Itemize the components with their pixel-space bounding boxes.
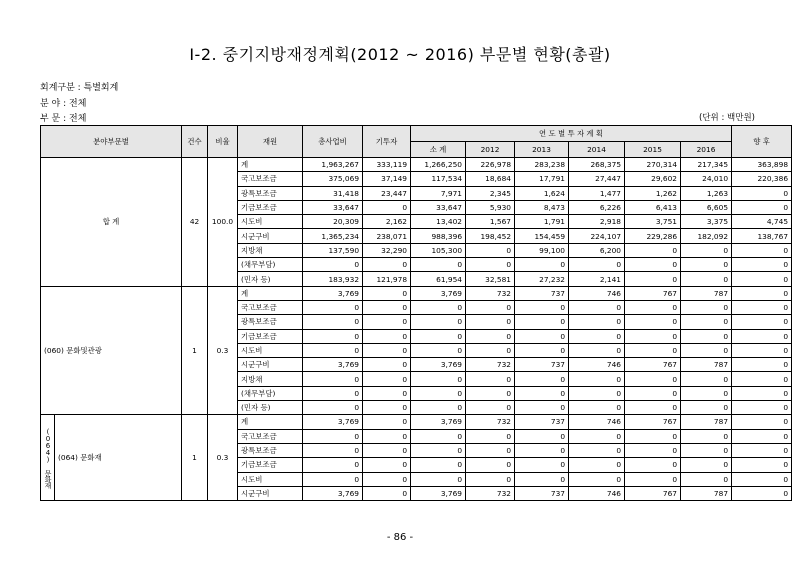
cell-sub: 3,769 — [411, 358, 466, 372]
cell-y2015: 0 — [625, 258, 681, 272]
cell-y2014: 0 — [569, 401, 625, 415]
cell-y2012: 732 — [466, 286, 515, 300]
cell-y2015: 0 — [625, 443, 681, 457]
cell-y2015: 6,413 — [625, 200, 681, 214]
fund-source: 광특보조금 — [238, 443, 303, 457]
fund-source: (채무부담) — [238, 258, 303, 272]
cell-y2014: 0 — [569, 472, 625, 486]
cell-y2016: 0 — [681, 429, 732, 443]
cell-y2012: 0 — [466, 472, 515, 486]
cell-y2014: 0 — [569, 386, 625, 400]
cell-y2013: 0 — [515, 401, 569, 415]
cell-later: 0 — [732, 200, 792, 214]
header-total-cost: 총사업비 — [303, 126, 363, 158]
account-type: 회계구분 : 특별회계 — [40, 83, 119, 93]
cell-y2016: 0 — [681, 315, 732, 329]
cell-y2014: 746 — [569, 486, 625, 500]
cell-y2015: 767 — [625, 486, 681, 500]
cell-y2014: 746 — [569, 286, 625, 300]
cell-y2013: 27,232 — [515, 272, 569, 286]
cell-y2013: 0 — [515, 329, 569, 343]
fund-source: 계 — [238, 158, 303, 172]
cell-y2015: 0 — [625, 472, 681, 486]
group-name: (060) 문화및관광 — [41, 286, 182, 415]
cell-sub: 7,971 — [411, 186, 466, 200]
cell-y2013: 1,791 — [515, 215, 569, 229]
cell-y2015: 0 — [625, 343, 681, 357]
cell-y2015: 3,751 — [625, 215, 681, 229]
cell-y2015: 0 — [625, 386, 681, 400]
cell-later: 0 — [732, 286, 792, 300]
fund-source: 시도비 — [238, 472, 303, 486]
unit-label: (단위 : 백만원) — [699, 113, 755, 123]
cell-prior: 333,119 — [363, 158, 411, 172]
fund-source: 계 — [238, 286, 303, 300]
field-label: 분 야 : 전체 — [40, 99, 87, 109]
header-2015: 2015 — [625, 142, 681, 158]
cell-sub: 0 — [411, 401, 466, 415]
cell-y2013: 99,100 — [515, 243, 569, 257]
cell-total: 33,647 — [303, 200, 363, 214]
fund-source: 지방채 — [238, 243, 303, 257]
cell-prior: 0 — [363, 472, 411, 486]
cell-total: 3,769 — [303, 286, 363, 300]
cell-total: 375,069 — [303, 172, 363, 186]
cell-sub: 0 — [411, 258, 466, 272]
cell-sub: 117,534 — [411, 172, 466, 186]
cell-total: 20,309 — [303, 215, 363, 229]
fund-source: 시도비 — [238, 215, 303, 229]
cell-y2012: 0 — [466, 329, 515, 343]
table-row — [41, 158, 792, 172]
cell-prior: 0 — [363, 343, 411, 357]
cell-sub: 0 — [411, 315, 466, 329]
cell-y2012: 0 — [466, 401, 515, 415]
cell-y2012: 198,452 — [466, 229, 515, 243]
cell-y2012: 1,567 — [466, 215, 515, 229]
cell-later: 0 — [732, 415, 792, 429]
cell-sub: 3,769 — [411, 286, 466, 300]
cell-y2016: 0 — [681, 258, 732, 272]
cell-y2015: 270,314 — [625, 158, 681, 172]
page-number: - 86 - — [386, 532, 414, 543]
group-ratio: 0.3 — [208, 286, 238, 415]
cell-y2014: 0 — [569, 443, 625, 457]
cell-sub: 0 — [411, 472, 466, 486]
cell-prior: 23,447 — [363, 186, 411, 200]
cell-later: 0 — [732, 443, 792, 457]
cell-sub: 0 — [411, 458, 466, 472]
cell-y2013: 0 — [515, 443, 569, 457]
cell-sub: 61,954 — [411, 272, 466, 286]
cell-y2014: 0 — [569, 343, 625, 357]
cell-y2015: 767 — [625, 415, 681, 429]
fund-source: 광특보조금 — [238, 315, 303, 329]
cell-prior: 2,162 — [363, 215, 411, 229]
cell-y2015: 0 — [625, 272, 681, 286]
cell-later: 220,386 — [732, 172, 792, 186]
cell-y2013: 0 — [515, 386, 569, 400]
cell-y2015: 0 — [625, 458, 681, 472]
cell-y2012: 0 — [466, 343, 515, 357]
fund-source: 기금보조금 — [238, 458, 303, 472]
cell-y2012: 32,581 — [466, 272, 515, 286]
cell-y2016: 0 — [681, 458, 732, 472]
cell-y2014: 0 — [569, 300, 625, 314]
cell-sub: 0 — [411, 429, 466, 443]
cell-sub: 0 — [411, 329, 466, 343]
cell-y2016: 3,375 — [681, 215, 732, 229]
cell-y2016: 0 — [681, 443, 732, 457]
cell-sub: 0 — [411, 443, 466, 457]
group-ratio: 100.0 — [208, 158, 238, 287]
cell-y2014: 0 — [569, 372, 625, 386]
cell-prior: 0 — [363, 286, 411, 300]
group-name: 합 계 — [41, 158, 182, 287]
fund-source: 시군구비 — [238, 358, 303, 372]
fund-source: 국고보조금 — [238, 172, 303, 186]
fund-source: (채무부담) — [238, 386, 303, 400]
cell-y2016: 0 — [681, 329, 732, 343]
cell-y2014: 746 — [569, 415, 625, 429]
cell-total: 3,769 — [303, 358, 363, 372]
fund-source: 계 — [238, 415, 303, 429]
cell-y2016: 0 — [681, 386, 732, 400]
cell-total: 137,590 — [303, 243, 363, 257]
cell-y2012: 0 — [466, 315, 515, 329]
cell-y2016: 217,345 — [681, 158, 732, 172]
cell-prior: 0 — [363, 429, 411, 443]
cell-prior: 0 — [363, 315, 411, 329]
cell-y2012: 732 — [466, 486, 515, 500]
cell-y2014: 0 — [569, 458, 625, 472]
cell-prior: 0 — [363, 486, 411, 500]
cell-prior: 238,071 — [363, 229, 411, 243]
group-name: (064) 문화재 — [55, 415, 182, 501]
cell-y2012: 732 — [466, 415, 515, 429]
fund-source: 광특보조금 — [238, 186, 303, 200]
header-annual-plan: 연 도 별 투 자 계 획 — [411, 126, 732, 142]
cell-y2015: 29,602 — [625, 172, 681, 186]
cell-y2016: 6,605 — [681, 200, 732, 214]
cell-y2013: 737 — [515, 286, 569, 300]
cell-y2015: 0 — [625, 429, 681, 443]
cell-sub: 0 — [411, 343, 466, 357]
cell-prior: 0 — [363, 386, 411, 400]
cell-prior: 0 — [363, 372, 411, 386]
cell-y2016: 24,010 — [681, 172, 732, 186]
cell-y2015: 0 — [625, 300, 681, 314]
cell-later: 0 — [732, 186, 792, 200]
cell-y2012: 0 — [466, 458, 515, 472]
cell-later: 0 — [732, 386, 792, 400]
cell-sub: 105,300 — [411, 243, 466, 257]
fund-source: 시도비 — [238, 343, 303, 357]
cell-later: 0 — [732, 315, 792, 329]
cell-y2013: 737 — [515, 358, 569, 372]
cell-y2013: 0 — [515, 372, 569, 386]
table-row — [41, 286, 792, 300]
cell-total: 0 — [303, 472, 363, 486]
cell-total: 3,769 — [303, 486, 363, 500]
cell-y2013: 17,791 — [515, 172, 569, 186]
cell-later: 0 — [732, 486, 792, 500]
group-ratio: 0.3 — [208, 415, 238, 501]
cell-sub: 13,402 — [411, 215, 466, 229]
cell-y2015: 767 — [625, 286, 681, 300]
cell-y2014: 6,226 — [569, 200, 625, 214]
header-2014: 2014 — [569, 142, 625, 158]
cell-later: 0 — [732, 272, 792, 286]
fund-source: 시군구비 — [238, 229, 303, 243]
cell-y2013: 154,459 — [515, 229, 569, 243]
cell-later: 138,767 — [732, 229, 792, 243]
header-count: 건수 — [182, 126, 208, 158]
cell-y2015: 229,286 — [625, 229, 681, 243]
cell-later: 0 — [732, 458, 792, 472]
cell-y2016: 0 — [681, 401, 732, 415]
header-ratio: 비율 — [208, 126, 238, 158]
fund-source: 기금보조금 — [238, 329, 303, 343]
cell-y2015: 0 — [625, 372, 681, 386]
cell-y2013: 737 — [515, 415, 569, 429]
cell-y2012: 0 — [466, 372, 515, 386]
cell-total: 0 — [303, 386, 363, 400]
cell-later: 0 — [732, 329, 792, 343]
cell-y2013: 0 — [515, 343, 569, 357]
group-count: 1 — [182, 286, 208, 415]
cell-y2014: 27,447 — [569, 172, 625, 186]
group-count: 42 — [182, 158, 208, 287]
cell-later: 0 — [732, 372, 792, 386]
cell-later: 0 — [732, 243, 792, 257]
cell-y2012: 5,930 — [466, 200, 515, 214]
cell-y2014: 1,477 — [569, 186, 625, 200]
cell-y2013: 0 — [515, 258, 569, 272]
cell-total: 0 — [303, 429, 363, 443]
cell-sub: 3,769 — [411, 486, 466, 500]
cell-sub: 0 — [411, 300, 466, 314]
cell-y2014: 6,200 — [569, 243, 625, 257]
group-count: 1 — [182, 415, 208, 501]
cell-prior: 0 — [363, 329, 411, 343]
cell-total: 0 — [303, 401, 363, 415]
cell-y2015: 0 — [625, 243, 681, 257]
cell-y2015: 0 — [625, 401, 681, 415]
cell-y2012: 18,684 — [466, 172, 515, 186]
cell-total: 3,769 — [303, 415, 363, 429]
cell-y2013: 1,624 — [515, 186, 569, 200]
cell-sub: 33,647 — [411, 200, 466, 214]
cell-y2016: 0 — [681, 300, 732, 314]
cell-sub: 0 — [411, 372, 466, 386]
cell-y2014: 746 — [569, 358, 625, 372]
fund-source: 시군구비 — [238, 486, 303, 500]
cell-y2016: 787 — [681, 415, 732, 429]
cell-y2014: 224,107 — [569, 229, 625, 243]
cell-prior: 0 — [363, 401, 411, 415]
cell-total: 0 — [303, 329, 363, 343]
cell-y2016: 787 — [681, 358, 732, 372]
header-subtotal: 소 계 — [411, 142, 466, 158]
cell-later: 0 — [732, 472, 792, 486]
cell-y2016: 0 — [681, 472, 732, 486]
cell-y2013: 0 — [515, 300, 569, 314]
cell-prior: 0 — [363, 415, 411, 429]
cell-total: 1,365,234 — [303, 229, 363, 243]
cell-y2014: 2,141 — [569, 272, 625, 286]
cell-later: 0 — [732, 343, 792, 357]
cell-total: 0 — [303, 300, 363, 314]
cell-total: 0 — [303, 315, 363, 329]
cell-total: 0 — [303, 443, 363, 457]
cell-y2013: 737 — [515, 486, 569, 500]
cell-total: 0 — [303, 458, 363, 472]
cell-later: 0 — [732, 358, 792, 372]
header-2013: 2013 — [515, 142, 569, 158]
header-source: 재원 — [238, 126, 303, 158]
fund-source: 국고보조금 — [238, 429, 303, 443]
cell-prior: 0 — [363, 200, 411, 214]
cell-total: 1,963,267 — [303, 158, 363, 172]
cell-y2012: 0 — [466, 258, 515, 272]
cell-y2016: 787 — [681, 486, 732, 500]
budget-table — [40, 125, 792, 501]
cell-prior: 0 — [363, 258, 411, 272]
cell-y2012: 226,978 — [466, 158, 515, 172]
fund-source: 지방채 — [238, 372, 303, 386]
cell-y2014: 0 — [569, 329, 625, 343]
cell-total: 0 — [303, 258, 363, 272]
table-body — [41, 158, 792, 501]
header-prior-invest: 기투자 — [363, 126, 411, 158]
cell-later: 0 — [732, 300, 792, 314]
fund-source: (민자 등) — [238, 401, 303, 415]
header-later: 향 후 — [732, 126, 792, 158]
fund-source: 국고보조금 — [238, 300, 303, 314]
group-side-label: (064) 문화재 — [41, 415, 55, 501]
cell-later: 0 — [732, 258, 792, 272]
cell-y2012: 0 — [466, 429, 515, 443]
cell-y2016: 182,092 — [681, 229, 732, 243]
cell-y2012: 0 — [466, 443, 515, 457]
cell-y2016: 0 — [681, 343, 732, 357]
cell-y2013: 0 — [515, 472, 569, 486]
cell-later: 0 — [732, 429, 792, 443]
cell-prior: 121,978 — [363, 272, 411, 286]
cell-total: 0 — [303, 343, 363, 357]
cell-y2015: 1,262 — [625, 186, 681, 200]
cell-y2016: 0 — [681, 272, 732, 286]
cell-y2013: 0 — [515, 429, 569, 443]
cell-y2014: 268,375 — [569, 158, 625, 172]
cell-total: 183,932 — [303, 272, 363, 286]
cell-y2016: 787 — [681, 286, 732, 300]
cell-y2013: 0 — [515, 315, 569, 329]
cell-y2016: 0 — [681, 243, 732, 257]
cell-y2012: 732 — [466, 358, 515, 372]
page-title: Ⅰ-2. 중기지방재정계획(2012 ~ 2016) 부문별 현황(총괄) — [189, 45, 611, 64]
cell-prior: 0 — [363, 458, 411, 472]
cell-prior: 37,149 — [363, 172, 411, 186]
cell-y2016: 0 — [681, 372, 732, 386]
cell-prior: 32,290 — [363, 243, 411, 257]
cell-y2016: 1,263 — [681, 186, 732, 200]
table-row — [41, 415, 792, 429]
cell-prior: 0 — [363, 300, 411, 314]
cell-y2013: 0 — [515, 458, 569, 472]
cell-total: 0 — [303, 372, 363, 386]
cell-y2013: 8,473 — [515, 200, 569, 214]
fund-source: (민자 등) — [238, 272, 303, 286]
cell-total: 31,418 — [303, 186, 363, 200]
cell-later: 0 — [732, 401, 792, 415]
cell-y2015: 767 — [625, 358, 681, 372]
cell-y2015: 0 — [625, 315, 681, 329]
header-2016: 2016 — [681, 142, 732, 158]
header-sector: 분야부문별 — [41, 126, 182, 158]
fund-source: 기금보조금 — [238, 200, 303, 214]
cell-y2014: 0 — [569, 258, 625, 272]
cell-later: 363,898 — [732, 158, 792, 172]
cell-later: 4,745 — [732, 215, 792, 229]
cell-y2012: 0 — [466, 386, 515, 400]
cell-sub: 0 — [411, 386, 466, 400]
cell-y2012: 0 — [466, 300, 515, 314]
cell-y2015: 0 — [625, 329, 681, 343]
cell-prior: 0 — [363, 358, 411, 372]
header-2012: 2012 — [466, 142, 515, 158]
cell-y2013: 283,238 — [515, 158, 569, 172]
cell-y2012: 2,345 — [466, 186, 515, 200]
cell-sub: 988,396 — [411, 229, 466, 243]
cell-y2014: 0 — [569, 429, 625, 443]
cell-sub: 3,769 — [411, 415, 466, 429]
cell-y2014: 2,918 — [569, 215, 625, 229]
cell-prior: 0 — [363, 443, 411, 457]
sector-label: 부 문 : 전체 — [40, 114, 87, 124]
cell-sub: 1,266,250 — [411, 158, 466, 172]
cell-y2012: 0 — [466, 243, 515, 257]
cell-y2014: 0 — [569, 315, 625, 329]
